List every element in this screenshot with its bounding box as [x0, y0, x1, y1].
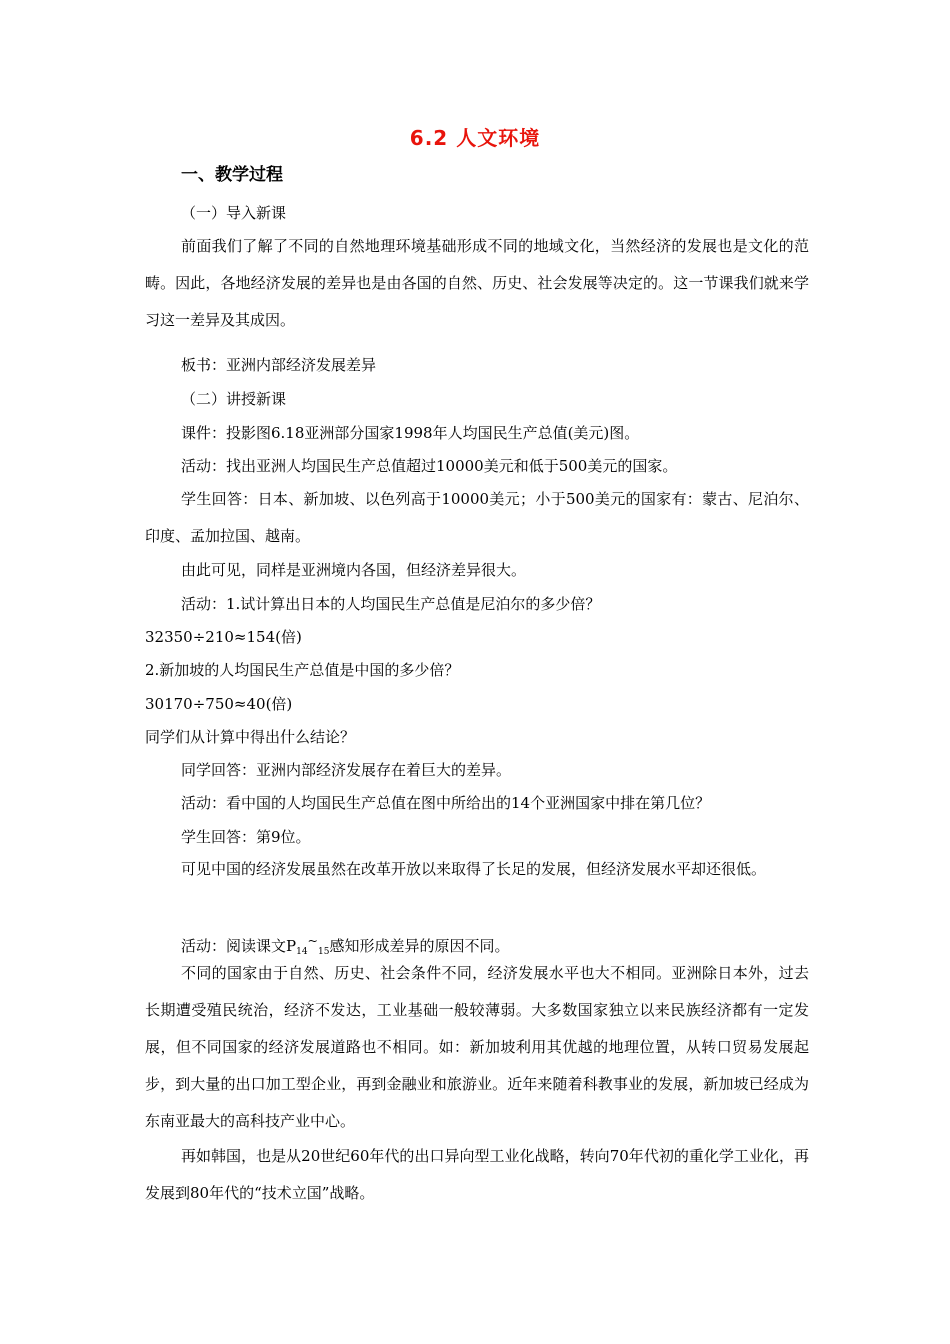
activity-line-1: 活动：找出亚洲人均国民生产总值超过10000美元和低于500美元的国家。 — [181, 457, 678, 475]
student-answer-paragraph-1: 学生回答：日本、新加坡、以色列高于10000美元；小于500美元的国家有：蒙古、尼泊尔、印度、孟加拉国、越南。 — [145, 490, 809, 545]
activity-line-3: 活动：看中国的人均国民生产总值在图中所给出的14个亚洲国家中排在第几位？ — [181, 794, 711, 812]
activity-4-subscript-b: 15 — [318, 947, 330, 957]
question-line-2: 2.新加坡的人均国民生产总值是中国的多少倍？ — [145, 661, 460, 679]
student-answer-line-3: 学生回答：第9位。 — [181, 828, 311, 846]
reasons-paragraph: 不同的国家由于自然、历史、社会条件不同，经济发展水平也大不相同。亚洲除日本外，过去长期遭受殖民统治，经济不发达，工业基础一般较薄弱。大多数国家独立以来民族经济都有一定发展，但不同国家的经济发展道路也不相同。如：新加坡利用其优越的地理位置，从转口贸易发展起步，到大量的出口加工型企业，再到金融业和旅游业。近年来随着科教事业的发展，新加坡已经成为东南亚最大的高科技产业中心。 — [145, 964, 809, 1130]
subheading-intro: （一）导入新课 — [181, 204, 287, 222]
activity-4-tilde: ~ — [307, 933, 319, 948]
activity-4-suffix: 感知形成差异的原因不同。 — [329, 937, 510, 955]
question-line-3: 同学们从计算中得出什么结论？ — [145, 728, 356, 746]
activity-line-2: 活动：1.试计算出日本的人均国民生产总值是尼泊尔的多少倍？ — [181, 595, 601, 613]
activity-4-subscript-a: 14 — [296, 947, 308, 957]
courseware-line: 课件：投影图6.18亚洲部分国家1998年人均国民生产总值(美元)图。 — [181, 424, 640, 442]
korea-paragraph: 再如韩国，也是从20世纪60年代的出口异向型工业化战略，转向70年代初的重化学工业化，再发展到80年代的“技术立国”战略。 — [145, 1147, 809, 1202]
board-note: 板书：亚洲内部经济发展差异 — [181, 356, 377, 374]
intro-paragraph: 前面我们了解了不同的自然地理环境基础形成不同的地域文化，当然经济的发展也是文化的范畴。因此，各地经济发展的差异也是由各国的自然、历史、社会发展等决定的。这一节课我们就来学习这一差异及其成因。 — [145, 237, 809, 329]
calculation-line-2: 30170÷750≈40(倍) — [145, 695, 293, 713]
page-title: 6.2 人文环境 — [409, 126, 541, 150]
china-development-paragraph: 可见中国的经济发展虽然在改革开放以来取得了长足的发展，但经济发展水平却还很低。 — [181, 860, 767, 878]
activity-4-prefix: 活动：阅读课文P — [181, 937, 297, 955]
calculation-line-1: 32350÷210≈154(倍) — [145, 628, 302, 646]
subheading-lecture: （二）讲授新课 — [181, 390, 287, 408]
conclusion-line-1: 由此可见，同样是亚洲境内各国，但经济差异很大。 — [181, 561, 527, 579]
section-heading-teaching-process: 一、教学过程 — [181, 165, 283, 185]
student-answer-line-2: 同学回答：亚洲内部经济发展存在着巨大的差异。 — [181, 761, 512, 779]
